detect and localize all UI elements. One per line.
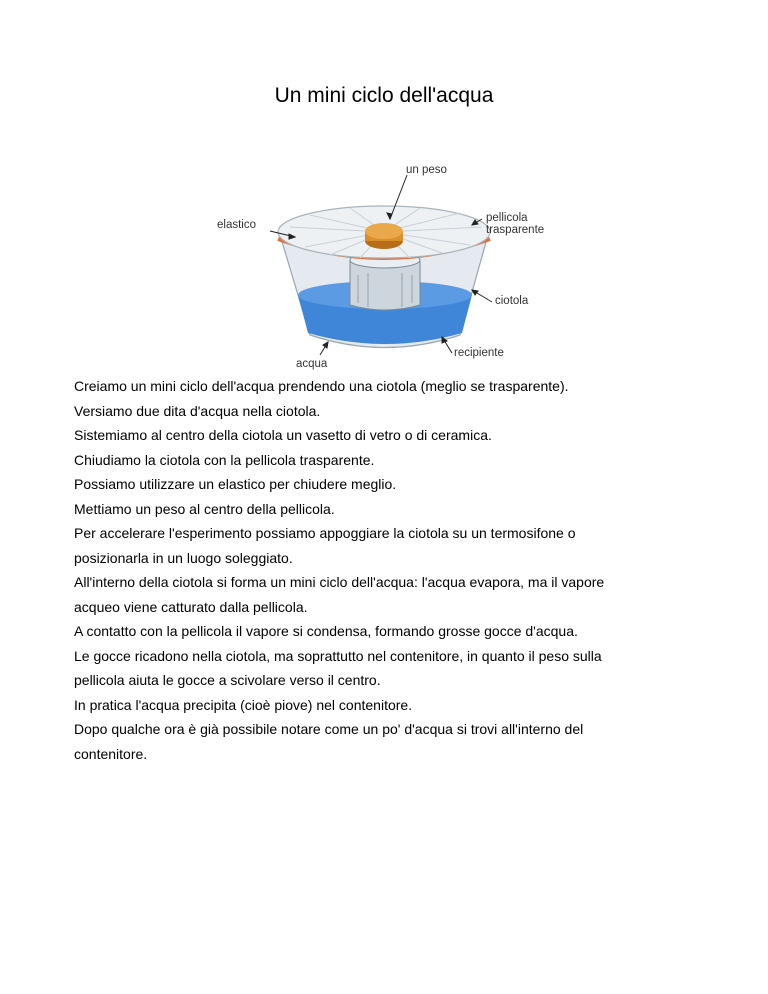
label-water: acqua xyxy=(296,358,328,370)
paragraph-line: Chiudiamo la ciotola con la pellicola trasparente. xyxy=(74,451,375,468)
page-title: Un mini ciclo dell'acqua xyxy=(274,84,494,107)
label-weight: un peso xyxy=(406,164,447,176)
paragraph-line: Versiamo due dita d'acqua nella ciotola. xyxy=(74,402,321,419)
water-cycle-illustration xyxy=(210,155,560,375)
paragraph-line: All'interno della ciotola si forma un mini ciclo dell'acqua: l'acqua evapora, ma il vapore xyxy=(74,574,605,590)
paragraph-line: pellicola aiuta le gocce a scivolare verso il centro. xyxy=(74,672,381,688)
paragraph-line: A contatto con la pellicola il vapore si condensa, formando grosse gocce d'acqua. xyxy=(74,623,578,639)
paragraph-line: Mettiamo un peso al centro della pellicola. xyxy=(74,500,335,517)
paragraph-line: In pratica l'acqua precipita (cioè piove) nel contenitore. xyxy=(74,696,413,713)
weight xyxy=(365,223,403,239)
paragraph-line: Possiamo utilizzare un elastico per chiudere meglio. xyxy=(74,476,397,492)
bowl-diagram xyxy=(210,155,560,375)
paragraph-line: Sistemiamo al centro della ciotola un vasetto di vetro o di ceramica. xyxy=(74,427,492,443)
label-container: recipiente xyxy=(454,347,504,359)
paragraph-line: posizionarla in un luogo soleggiato. xyxy=(74,549,293,566)
body-text xyxy=(74,374,714,766)
label-elastic: elastico xyxy=(217,219,256,231)
paragraph-line: Le gocce ricadono nella ciotola, ma soprattutto nel contenitore, in quanto il peso sulla xyxy=(74,647,602,664)
paragraph-line: Per accelerare l'esperimento possiamo appoggiare la ciotola su un termosifone o xyxy=(74,525,576,541)
paragraph-line: acqueo viene catturato dalla pellicola. xyxy=(74,598,308,615)
label-film: pellicola trasparente xyxy=(486,212,545,236)
label-bowl: ciotola xyxy=(495,295,529,307)
paragraph-line: Creiamo un mini ciclo dell'acqua prendendo una ciotola (meglio se trasparente). xyxy=(74,378,569,394)
paragraph-line: contenitore. xyxy=(74,745,148,762)
paragraph-line: Dopo qualche ora è già possibile notare come un po' d'acqua si trovi all'interno del xyxy=(74,721,584,737)
